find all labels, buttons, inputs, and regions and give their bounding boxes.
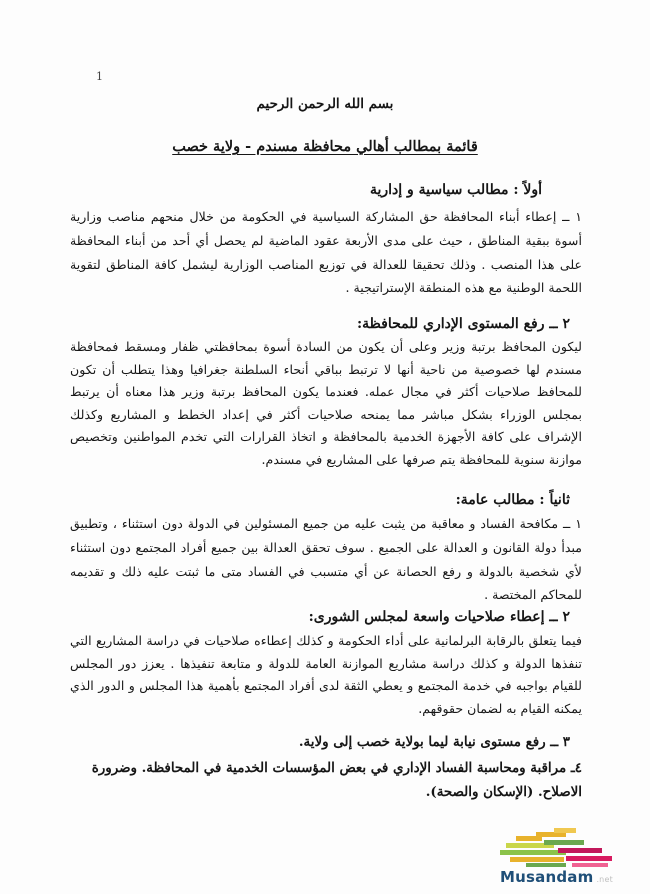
logo-brand: Musandam <box>500 868 594 886</box>
document-title-text: قائمة بمطالب أهالي محافظة مسندم - ولاية خصب <box>172 138 478 155</box>
item-ministerial-posts: ١ ــ إعطاء أبناء المحافظة حق المشاركة السياسية في الحكومة من خلال منحهم مناصب وزارية أسوة ببقية المناطق ، حيث على مدى الأربعة عقود الماضية لم يحصل أي أحد من أبناء المحافظة على هذا المنصب . وذلك تحقيقا للعدالة في توزيع المناصب الوزارية ليشمل كافة المناطق لتقوية اللحمة الوطنية مع هذه المنطقة الإستراتيجية . <box>70 209 582 296</box>
item-admin-level-text: ليكون المحافظ برتبة وزير وعلى أن يكون من السادة أسوة بمحافظتي ظفار ومسقط فمحافظة مسندم لها خصوصية من ناحية أنها لا ترتبط بباقي أنحاء السلطنة جغرافيا وهذا يتطلب أن تكون للمحافظ صلاحيات أكثر في مجال عمله. فعندما يكون المحافظ برتبة وزير هذا معناه أن يرتبط بمجلس الوزراء بشكل مباشر مما يمنحه صلاحيات أكثر في إعداد الخطط و المشاريع وكذلك الإشراف على كافة الأجهزة الخدمية بالمحافظة و اتخاذ القرارات التي تخدم المواطنين وتخصيص موازنة سنوية للمحافظة يتم صرفها على المشاريع في مسندم. <box>70 339 582 467</box>
section-heading-political: أولاً : مطالب سياسية و إدارية <box>369 182 542 198</box>
section-heading-general: ثانياً : مطالب عامة: <box>455 492 570 508</box>
item-shura-heading: ٢ ــ إعطاء صلاحيات واسعة لمجلس الشورى: <box>308 609 570 625</box>
logo-suffix: .net <box>596 875 613 884</box>
item-admin-level-heading: ٢ ــ رفع المستوى الإداري للمحافظة: <box>356 316 570 332</box>
page-mark: 1 <box>96 70 103 83</box>
item-services-oversight: ٤ـ مراقبة ومحاسبة الفساد الإداري في بعض المؤسسات الخدمية في المحافظة. وضرورة الاصلاح. (الإسكان والصحة). <box>91 760 582 800</box>
basmala: بسم الله الرحمن الرحيم <box>256 96 394 112</box>
item-shura-text: فيما يتعلق بالرقابة البرلمانية على أداء الحكومة و كذلك إعطاءه صلاحيات في دراسة المشاريع التي تنفذها الدولة و كذلك دراسة مشاريع الموازنة العامة للدولة و متابعة تنفيذها . يعزز دور المجلس للقيام بواجبه في خدمة المجتمع و يعطي الثقة لدى أفراد المجتمع بأهمية هذا المجلس و الدور الذي يمكنه القيام به لضمان حقوقهم. <box>70 633 582 716</box>
document-title <box>0 138 650 155</box>
musandam-logo-text <box>500 868 613 886</box>
item-lima-niyaba: ٣ ــ رفع مستوى نيابة ليما بولاية خصب إلى ولاية. <box>298 734 570 750</box>
item-anti-corruption: ١ ــ مكافحة الفساد و معاقبة من يثبت عليه من جميع المسئولين في الدولة دون استثناء ، وتطبيق مبدأ دولة القانون و العدالة على الجميع . سوف تحقق العدالة بين جميع أفراد المجتمع دون استثناء لأي شخصية بالدولة و رفع الحصانة عن أي متسبب في الفساد متى ما ثبتت عليه ذلك و تقديمه للمحاكم المختصة . <box>70 516 582 603</box>
